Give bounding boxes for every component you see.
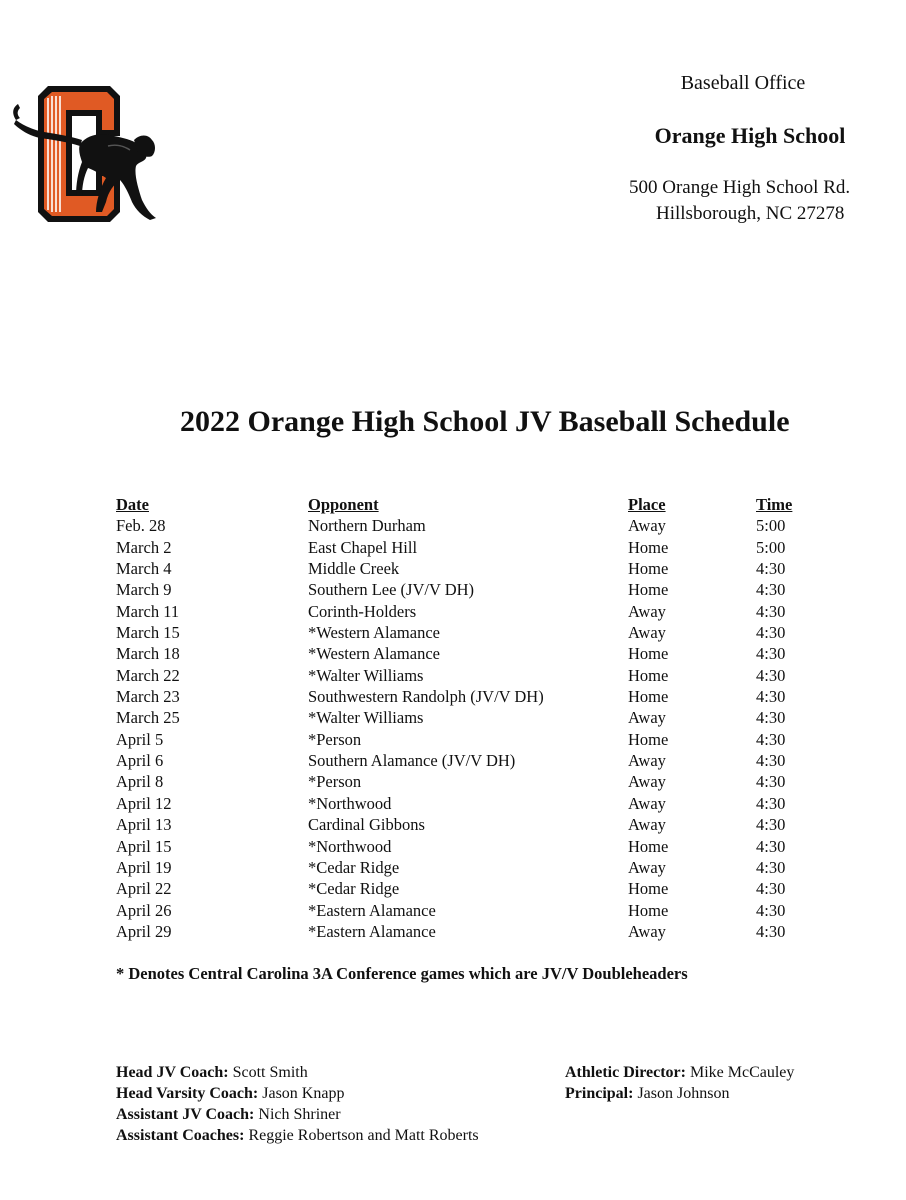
cell-place: Home — [628, 644, 669, 664]
cell-opponent: *Northwood — [308, 836, 392, 856]
address-line-2: Hillsborough, NC 27278 — [656, 203, 845, 224]
cell-opponent: *Cedar Ridge — [308, 879, 400, 899]
cell-time: 4:30 — [756, 729, 786, 749]
cell-opponent: *Western Alamance — [308, 644, 440, 664]
staff-name: Mike McCauley — [689, 1064, 795, 1081]
cell-date: April 26 — [116, 900, 172, 920]
cell-time: 4:30 — [756, 879, 786, 899]
cell-time: 4:30 — [756, 857, 786, 877]
office-label: Baseball Office — [680, 72, 806, 94]
staff-line — [565, 1062, 794, 1083]
staff-name: Nich Shriner — [258, 1106, 341, 1123]
cell-date: April 29 — [116, 921, 172, 941]
cell-opponent: Cardinal Gibbons — [308, 815, 425, 835]
header-date: Date — [116, 495, 149, 514]
cell-opponent: Southern Lee (JV/V DH) — [308, 580, 475, 600]
cell-time: 4:30 — [756, 665, 786, 685]
school-name: Orange High School — [654, 123, 846, 148]
cell-opponent: *Walter Williams — [308, 708, 424, 728]
cell-opponent: Corinth-Holders — [308, 601, 417, 621]
cell-opponent: *Western Alamance — [308, 623, 440, 643]
cell-time: 5:00 — [756, 537, 786, 557]
cell-date: April 8 — [116, 772, 164, 792]
cell-time: 4:30 — [756, 793, 786, 813]
cell-date: March 11 — [116, 601, 180, 621]
staff-line — [116, 1083, 479, 1104]
cell-place: Home — [628, 665, 669, 685]
cell-place: Away — [628, 793, 666, 813]
staff-role: Athletic Director: — [565, 1064, 686, 1081]
cell-place: Away — [628, 857, 666, 877]
cell-time: 4:30 — [756, 900, 786, 920]
cell-place: Away — [628, 601, 666, 621]
conference-note: * Denotes Central Carolina 3A Conference games which are JV/V Doubleheaders — [116, 964, 688, 983]
cell-date: March 22 — [116, 665, 180, 685]
cell-place: Away — [628, 708, 666, 728]
cell-place: Away — [628, 815, 666, 835]
cell-place: Away — [628, 623, 666, 643]
cell-time: 4:30 — [756, 601, 786, 621]
staff-line — [565, 1083, 794, 1104]
header-opponent: Opponent — [308, 495, 379, 514]
cell-date: March 18 — [116, 644, 180, 664]
staff-role: Head JV Coach: — [116, 1064, 229, 1081]
header-place: Place — [628, 495, 666, 514]
cell-date: April 19 — [116, 857, 172, 877]
cell-date: March 23 — [116, 687, 180, 707]
cell-date: March 9 — [116, 580, 172, 600]
cell-time: 4:30 — [756, 644, 786, 664]
cell-place: Home — [628, 900, 669, 920]
staff-role: Head Varsity Coach: — [116, 1085, 259, 1102]
panther-c-logo-icon — [10, 84, 162, 226]
staff-list-right — [565, 1062, 794, 1104]
cell-date: April 13 — [116, 815, 172, 835]
cell-place: Home — [628, 687, 669, 707]
cell-place: Away — [628, 751, 666, 771]
cell-opponent: *Eastern Alamance — [308, 921, 436, 941]
cell-place: Home — [628, 879, 669, 899]
cell-opponent: Southwestern Randolph (JV/V DH) — [308, 687, 544, 707]
cell-time: 4:30 — [756, 772, 786, 792]
cell-place: Home — [628, 836, 669, 856]
cell-time: 4:30 — [756, 687, 786, 707]
cell-time: 4:30 — [756, 921, 786, 941]
staff-line — [116, 1125, 479, 1146]
cell-place: Home — [628, 729, 669, 749]
cell-time: 4:30 — [756, 751, 786, 771]
cell-place: Away — [628, 516, 666, 536]
cell-date: April 22 — [116, 879, 172, 899]
cell-date: March 4 — [116, 559, 172, 579]
staff-role: Assistant JV Coach: — [116, 1106, 255, 1123]
staff-line — [116, 1062, 479, 1083]
cell-date: March 15 — [116, 623, 180, 643]
cell-opponent: *Walter Williams — [308, 665, 424, 685]
cell-opponent: Middle Creek — [308, 559, 400, 579]
cell-opponent: *Person — [308, 772, 362, 792]
cell-place: Home — [628, 537, 669, 557]
cell-place: Away — [628, 772, 666, 792]
cell-date: April 5 — [116, 729, 164, 749]
cell-opponent: *Eastern Alamance — [308, 900, 436, 920]
cell-date: April 6 — [116, 751, 164, 771]
cell-date: Feb. 28 — [116, 516, 166, 536]
staff-list-left — [116, 1062, 479, 1146]
cell-opponent: *Person — [308, 729, 362, 749]
cell-place: Away — [628, 921, 666, 941]
address-line-1: 500 Orange High School Rd. — [629, 177, 851, 198]
staff-name: Reggie Robertson and Matt Roberts — [248, 1127, 479, 1144]
cell-opponent: *Cedar Ridge — [308, 857, 400, 877]
cell-opponent: Southern Alamance (JV/V DH) — [308, 751, 516, 771]
cell-place: Home — [628, 559, 669, 579]
staff-name: Jason Johnson — [637, 1085, 730, 1102]
cell-date: April 12 — [116, 793, 172, 813]
cell-opponent: East Chapel Hill — [308, 537, 418, 557]
page-title: 2022 Orange High School JV Baseball Schedule — [180, 405, 790, 438]
cell-time: 4:30 — [756, 623, 786, 643]
staff-name: Scott Smith — [232, 1064, 308, 1081]
cell-date: March 25 — [116, 708, 180, 728]
staff-role: Assistant Coaches: — [116, 1127, 245, 1144]
cell-opponent: *Northwood — [308, 793, 392, 813]
cell-time: 4:30 — [756, 580, 786, 600]
cell-date: March 2 — [116, 537, 172, 557]
cell-time: 4:30 — [756, 815, 786, 835]
cell-date: April 15 — [116, 836, 172, 856]
school-logo — [10, 84, 162, 226]
cell-time: 4:30 — [756, 708, 786, 728]
staff-line — [116, 1104, 479, 1125]
staff-name: Jason Knapp — [262, 1085, 345, 1102]
staff-role: Principal: — [565, 1085, 634, 1102]
cell-place: Home — [628, 580, 669, 600]
header-time: Time — [756, 495, 793, 514]
cell-time: 5:00 — [756, 516, 786, 536]
cell-opponent: Northern Durham — [308, 516, 426, 536]
cell-time: 4:30 — [756, 836, 786, 856]
cell-time: 4:30 — [756, 559, 786, 579]
